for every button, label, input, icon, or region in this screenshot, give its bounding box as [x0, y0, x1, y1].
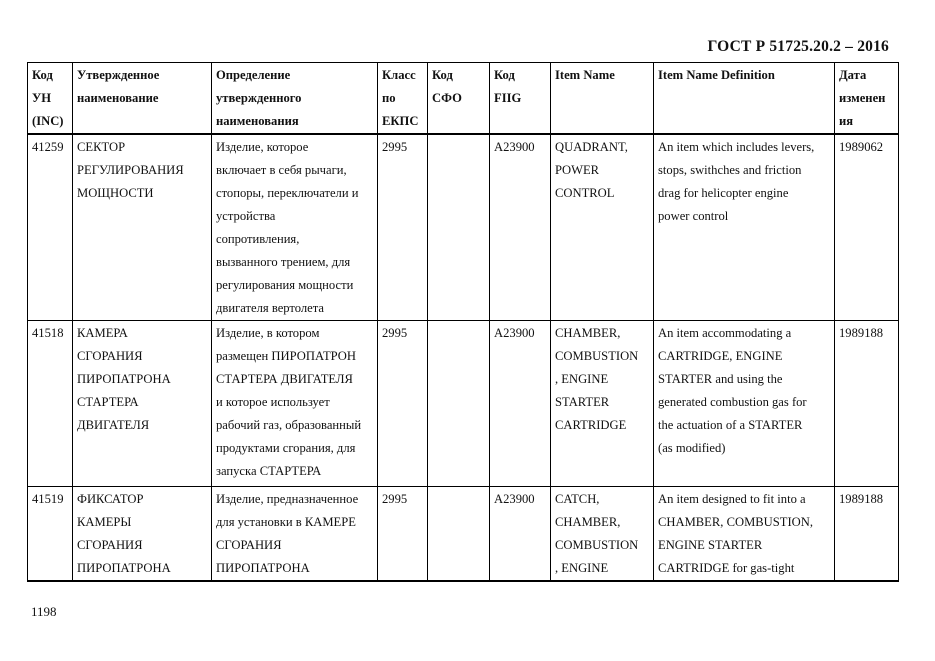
- cell-line: An item accommodating a: [658, 326, 792, 340]
- column-header-class: [378, 63, 428, 135]
- header-line: ия: [839, 114, 854, 128]
- cell-line: регулирования мощности: [216, 278, 354, 292]
- cell-line: ENGINE STARTER: [658, 538, 763, 552]
- cell-line: ПИРОПАТРОНА: [77, 561, 171, 575]
- cell-line: POWER: [555, 163, 600, 177]
- cell-line: stops, swithches and friction: [658, 163, 802, 177]
- cell-line: вызванного трением, для: [216, 255, 351, 269]
- cell-line: An item which includes levers,: [658, 140, 815, 154]
- cell-fiig-code: A23900: [490, 487, 551, 582]
- header-line: Утвержденное: [77, 68, 160, 82]
- cell-line: СГОРАНИЯ: [77, 349, 143, 363]
- cell-line: СТАРТЕРА: [77, 395, 139, 409]
- cell-item-name: [551, 321, 654, 487]
- cell-inc: 41519: [28, 487, 73, 582]
- cell-definition-ru: [212, 321, 378, 487]
- cell-change-date: 1989188: [835, 321, 899, 487]
- cell-line: СТАРТЕРА ДВИГАТЕЛЯ: [216, 372, 353, 386]
- header-line: ЕКПС: [382, 114, 419, 128]
- cell-line: и которое использует: [216, 395, 330, 409]
- cell-line: СГОРАНИЯ: [216, 538, 282, 552]
- cell-line: для установки в КАМЕРЕ: [216, 515, 356, 529]
- table-body: [28, 134, 899, 581]
- header-line: УН: [32, 91, 52, 105]
- cell-class: 2995: [378, 321, 428, 487]
- header-line: СФО: [432, 91, 462, 105]
- cell-sfo-code: [428, 321, 490, 487]
- cell-line: РЕГУЛИРОВАНИЯ: [77, 163, 184, 177]
- header-line: Код: [432, 68, 453, 82]
- table-header-row: [28, 63, 899, 135]
- page-number: 1198: [31, 604, 57, 619]
- cell-line: COMBUSTION: [555, 349, 639, 363]
- cell-line: ПИРОПАТРОНА: [77, 372, 171, 386]
- header-line: Код: [32, 68, 53, 82]
- cell-item-name-definition: [654, 487, 835, 582]
- table-row: [28, 134, 899, 321]
- header-line: изменен: [839, 91, 886, 105]
- header-line: по: [382, 91, 396, 105]
- cell-line: ПИРОПАТРОНА: [216, 561, 310, 575]
- cell-approved-name: [73, 321, 212, 487]
- cell-item-name-definition: [654, 321, 835, 487]
- cell-item-name: [551, 487, 654, 582]
- header-line: Класс: [382, 68, 416, 82]
- cell-inc: 41259: [28, 134, 73, 321]
- cell-line: drag for helicopter engine: [658, 186, 789, 200]
- cell-line: сопротивления,: [216, 232, 300, 246]
- cell-line: Изделие, в котором: [216, 326, 320, 340]
- cell-line: , ENGINE: [555, 561, 609, 575]
- header-line: Item Name: [555, 68, 615, 82]
- column-header-definition: [212, 63, 378, 135]
- document-standard-title: ГОСТ Р 51725.20.2 – 2016: [707, 38, 889, 55]
- header-line: Item Name Definition: [658, 68, 775, 82]
- table-header: [28, 63, 899, 135]
- cell-line: рабочий газ, образованный: [216, 418, 362, 432]
- cell-line: (as modified): [658, 441, 726, 455]
- cell-line: STARTER: [555, 395, 610, 409]
- cell-line: CHAMBER,: [555, 326, 621, 340]
- cell-line: ДВИГАТЕЛЯ: [77, 418, 150, 432]
- cell-approved-name: [73, 134, 212, 321]
- cell-item-name-definition: [654, 134, 835, 321]
- header-line: FIIG: [494, 91, 522, 105]
- cell-line: устройства: [216, 209, 276, 223]
- cell-line: , ENGINE: [555, 372, 609, 386]
- cell-line: COMBUSTION: [555, 538, 639, 552]
- column-header-item-name-definition: [654, 63, 835, 135]
- cell-fiig-code: A23900: [490, 321, 551, 487]
- column-header-change-date: [835, 63, 899, 135]
- cell-line: стопоры, переключатели и: [216, 186, 359, 200]
- column-header-approved-name: [73, 63, 212, 135]
- cell-line: An item designed to fit into a: [658, 492, 806, 506]
- table-row: [28, 487, 899, 582]
- cell-line: Изделие, предназначенное: [216, 492, 359, 506]
- column-header-sfo-code: [428, 63, 490, 135]
- cell-line: КАМЕРА: [77, 326, 128, 340]
- cell-line: CARTRIDGE for gas-tight: [658, 561, 795, 575]
- cell-line: power control: [658, 209, 729, 223]
- cell-sfo-code: [428, 487, 490, 582]
- cell-line: ФИКСАТОР: [77, 492, 144, 506]
- header-line: Код: [494, 68, 515, 82]
- cell-definition-ru: [212, 487, 378, 582]
- cell-line: CARTRIDGE: [555, 418, 627, 432]
- cell-line: СГОРАНИЯ: [77, 538, 143, 552]
- cell-change-date: 1989062: [835, 134, 899, 321]
- cell-line: запуска СТАРТЕРА: [216, 464, 322, 478]
- header-line: Дата: [839, 68, 867, 82]
- cell-line: CHAMBER, COMBUSTION,: [658, 515, 813, 529]
- cell-line: КАМЕРЫ: [77, 515, 132, 529]
- cell-change-date: 1989188: [835, 487, 899, 582]
- cell-line: МОЩНОСТИ: [77, 186, 154, 200]
- cell-line: generated combustion gas for: [658, 395, 807, 409]
- cell-fiig-code: A23900: [490, 134, 551, 321]
- cell-line: CONTROL: [555, 186, 615, 200]
- cell-line: включает в себя рычаги,: [216, 163, 347, 177]
- cell-item-name: [551, 134, 654, 321]
- header-line: Определение: [216, 68, 291, 82]
- header-line: наименования: [216, 114, 299, 128]
- cell-sfo-code: [428, 134, 490, 321]
- item-name-registry-table: [27, 62, 899, 582]
- cell-line: продуктами сгорания, для: [216, 441, 356, 455]
- cell-line: QUADRANT,: [555, 140, 628, 154]
- cell-line: двигателя вертолета: [216, 301, 325, 315]
- cell-line: CARTRIDGE, ENGINE: [658, 349, 783, 363]
- cell-line: CATCH,: [555, 492, 600, 506]
- header-line: (INC): [32, 114, 64, 128]
- cell-inc: 41518: [28, 321, 73, 487]
- cell-line: the actuation of a STARTER: [658, 418, 803, 432]
- cell-line: STARTER and using the: [658, 372, 783, 386]
- cell-line: размещен ПИРОПАТРОН: [216, 349, 356, 363]
- cell-line: CHAMBER,: [555, 515, 621, 529]
- table-row: [28, 321, 899, 487]
- cell-definition-ru: [212, 134, 378, 321]
- cell-approved-name: [73, 487, 212, 582]
- column-header-fiig-code: [490, 63, 551, 135]
- column-header-inc: [28, 63, 73, 135]
- cell-class: 2995: [378, 134, 428, 321]
- header-line: наименование: [77, 91, 159, 105]
- cell-line: СЕКТОР: [77, 140, 126, 154]
- cell-class: 2995: [378, 487, 428, 582]
- cell-line: Изделие, которое: [216, 140, 309, 154]
- column-header-item-name: [551, 63, 654, 135]
- header-line: утвержденного: [216, 91, 302, 105]
